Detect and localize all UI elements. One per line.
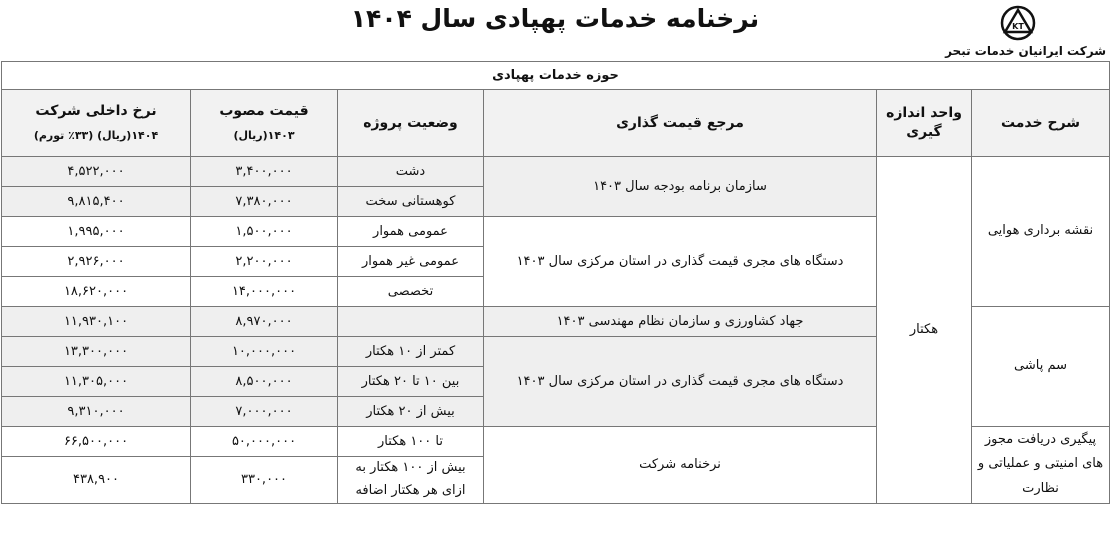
table-row xyxy=(2,157,1110,187)
logo-lettering: KT xyxy=(1012,22,1024,31)
approved-price-cell: ۱۰,۰۰۰,۰۰۰ xyxy=(191,337,338,367)
internal-rate-cell: ۴,۵۲۲,۰۰۰ xyxy=(2,157,191,187)
price-table xyxy=(1,61,1110,504)
approved-price-cell: ۲,۲۰۰,۰۰۰ xyxy=(191,247,338,277)
reference-markazi-1: دستگاه های مجری قیمت گذاری در استان مرکزی سال ۱۴۰۳ xyxy=(484,217,877,307)
page-title: نرخنامه خدمات پهپادی سال ۱۴۰۴ xyxy=(350,4,760,33)
header-service: شرح خدمت xyxy=(972,90,1110,157)
status-cell: بین ۱۰ تا ۲۰ هکتار xyxy=(338,367,484,397)
internal-rate-cell: ۱۱,۹۳۰,۱۰۰ xyxy=(2,307,191,337)
status-cell: عمومی غیر هموار xyxy=(338,247,484,277)
header-internal-rate-sub: ۱۴۰۴(ریال) (۳۳٪ تورم) xyxy=(33,129,159,143)
status-cell: تا ۱۰۰ هکتار xyxy=(338,427,484,457)
header-internal-rate xyxy=(2,90,191,157)
status-cell: دشت xyxy=(338,157,484,187)
internal-rate-cell: ۹,۸۱۵,۴۰۰ xyxy=(2,187,191,217)
approved-price-cell: ۳۳۰,۰۰۰ xyxy=(191,457,338,504)
internal-rate-cell: ۱۱,۳۰۵,۰۰۰ xyxy=(2,367,191,397)
service-aerial-mapping: نقشه برداری هوایی xyxy=(972,157,1110,307)
approved-price-cell: ۳,۴۰۰,۰۰۰ xyxy=(191,157,338,187)
header-status: وضعیت پروژه xyxy=(338,90,484,157)
approved-price-cell: ۸,۹۷۰,۰۰۰ xyxy=(191,307,338,337)
internal-rate-cell: ۱,۹۹۵,۰۰۰ xyxy=(2,217,191,247)
internal-rate-cell: ۶۶,۵۰۰,۰۰۰ xyxy=(2,427,191,457)
status-cell: تخصصی xyxy=(338,277,484,307)
internal-rate-cell: ۱۳,۳۰۰,۰۰۰ xyxy=(2,337,191,367)
company-name: شرکت ایرانیان خدمات تبحر xyxy=(945,44,1106,58)
service-permits: پیگیری دریافت مجوز های امنیتی و عملیاتی و نظارت xyxy=(972,427,1110,504)
status-cell: کمتر از ۱۰ هکتار xyxy=(338,337,484,367)
status-cell: بیش از ۲۰ هکتار xyxy=(338,397,484,427)
reference-company: نرخنامه شرکت xyxy=(484,427,877,504)
header-approved-price xyxy=(191,90,338,157)
header-approved-price-label: قیمت مصوب xyxy=(219,103,309,120)
status-cell: کوهستانی سخت xyxy=(338,187,484,217)
internal-rate-cell: ۱۸,۶۲۰,۰۰۰ xyxy=(2,277,191,307)
reference-budget: سازمان برنامه بودجه سال ۱۴۰۳ xyxy=(484,157,877,217)
header-approved-price-sub: ۱۴۰۳(ریال) xyxy=(233,129,295,143)
approved-price-cell: ۷,۳۸۰,۰۰۰ xyxy=(191,187,338,217)
internal-rate-cell: ۴۳۸,۹۰۰ xyxy=(2,457,191,504)
header-internal-rate-label: نرخ داخلی شرکت xyxy=(35,103,157,120)
internal-rate-cell: ۲,۹۲۶,۰۰۰ xyxy=(2,247,191,277)
approved-price-cell: ۱,۵۰۰,۰۰۰ xyxy=(191,217,338,247)
internal-rate-cell: ۹,۳۱۰,۰۰۰ xyxy=(2,397,191,427)
approved-price-cell: ۱۴,۰۰۰,۰۰۰ xyxy=(191,277,338,307)
approved-price-cell: ۷,۰۰۰,۰۰۰ xyxy=(191,397,338,427)
approved-price-cell: ۵۰,۰۰۰,۰۰۰ xyxy=(191,427,338,457)
header-unit: واحد اندازه گیری xyxy=(877,90,972,157)
reference-markazi-2: دستگاه های مجری قیمت گذاری در استان مرکزی سال ۱۴۰۳ xyxy=(484,337,877,427)
header-reference: مرجع قیمت گذاری xyxy=(484,90,877,157)
section-title: حوزه خدمات پهپادی xyxy=(2,62,1110,90)
status-cell: عمومی هموار xyxy=(338,217,484,247)
reference-jihad: جهاد کشاورزی و سازمان نظام مهندسی ۱۴۰۳ xyxy=(484,307,877,337)
status-cell: بیش از ۱۰۰ هکتار به ازای هر هکتار اضافه xyxy=(338,457,484,504)
unit-cell: هکتار xyxy=(877,157,972,504)
approved-price-cell: ۸,۵۰۰,۰۰۰ xyxy=(191,367,338,397)
status-cell xyxy=(338,307,484,337)
service-spraying: سم پاشی xyxy=(972,307,1110,427)
